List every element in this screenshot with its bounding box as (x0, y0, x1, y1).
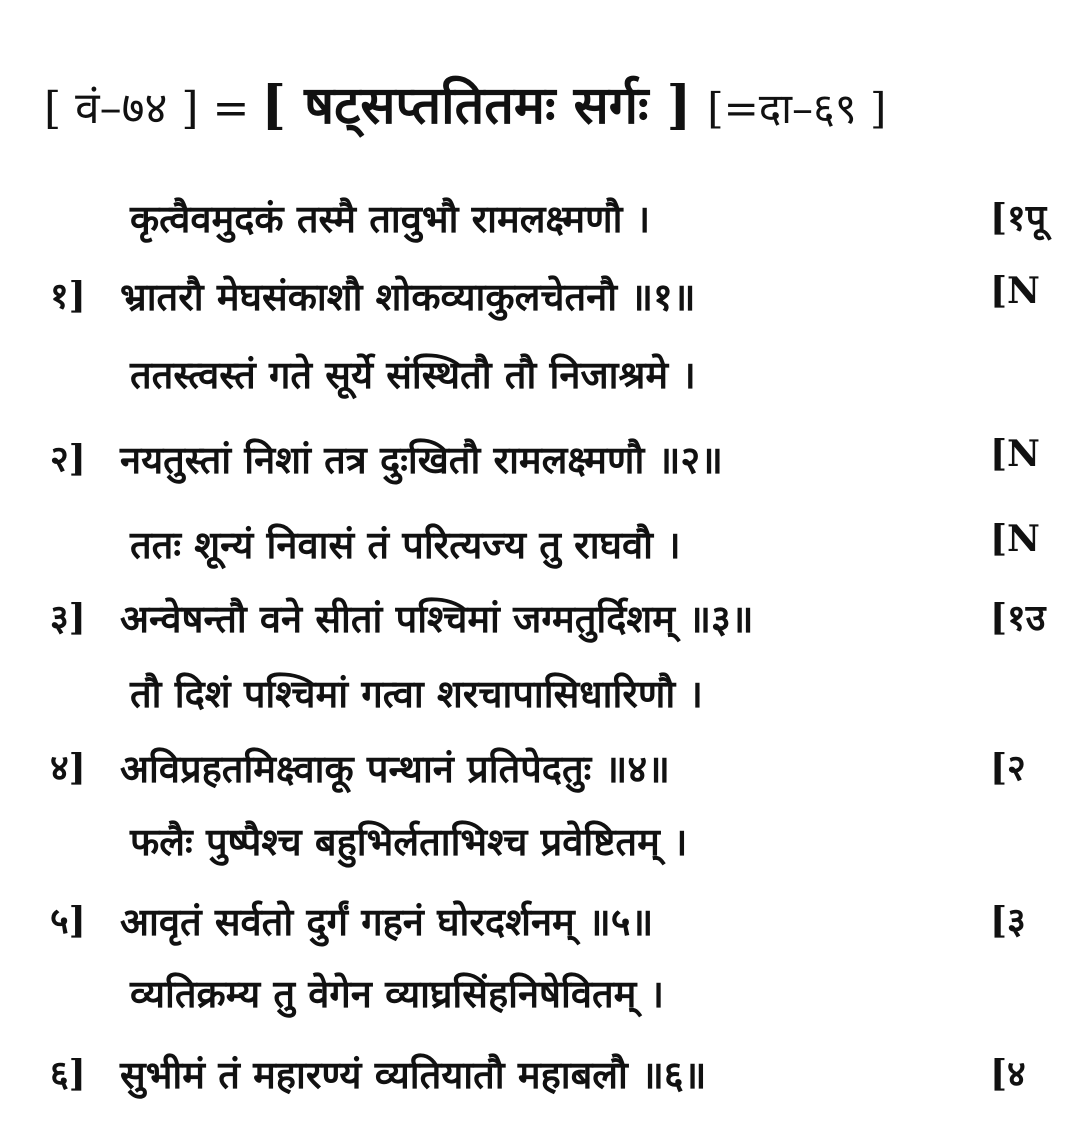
margin-note: [१पू (990, 197, 1047, 239)
verse-text: भ्रातरौ मेघसंकाशौ शोकव्याकुलचेतनौ ॥१॥ (120, 274, 696, 319)
verse-text: व्यतिक्रम्य तु वेगेन व्याघ्रसिंहनिषेवितम् । (130, 971, 664, 1016)
verse-line (0, 433, 1080, 503)
margin-note: [४ (990, 1053, 1026, 1095)
margin-note: [३ (990, 900, 1026, 942)
verse-number: २] (50, 438, 86, 480)
verse-text: सुभीमं तं महारण्यं व्यतियातौ महाबलौ ॥६॥ (120, 1052, 707, 1097)
chapter-header (44, 68, 1044, 139)
verse-line (0, 967, 1080, 1037)
verse-number: ५] (50, 900, 86, 942)
verse-text: नयतुस्तां निशां तत्र दुःखितौ रामलक्ष्मणौ ॥२॥ (120, 437, 723, 482)
verse-line (0, 667, 1080, 737)
verse-number: ४] (50, 747, 86, 789)
verse-line (0, 348, 1080, 418)
verse-text: आवृतं सर्वतो दुर्गं गहनं घोरदर्शनम् ॥५॥ (120, 899, 654, 944)
margin-note: [N (990, 433, 1040, 475)
margin-note: [N (990, 518, 1040, 560)
verse-text: अविप्रहतमिक्ष्वाकू पन्थानं प्रतिपेदतुः ॥४॥ (120, 746, 670, 791)
header-left-reference: [ वं–७४ ] = (44, 83, 250, 134)
header-right-reference: [=दा–६९ ] (707, 84, 887, 133)
verse-number: ३] (50, 597, 86, 639)
verse-line (0, 895, 1080, 965)
verse-number: ६] (50, 1053, 86, 1095)
verse-text: फलैः पुष्पैश्च बहुभिर्लताभिश्च प्रवेष्टितम् । (130, 819, 688, 864)
verse-line (0, 192, 1080, 262)
margin-note: [N (990, 270, 1040, 312)
verse-line (0, 1048, 1080, 1118)
verse-text: अन्वेषन्तौ वने सीतां पश्चिमां जग्मतुर्दिशम् ॥३॥ (120, 596, 754, 641)
verse-line (0, 592, 1080, 662)
verse-line (0, 815, 1080, 885)
margin-note: [१उ (990, 597, 1046, 639)
verse-line (0, 742, 1080, 812)
verse-text: ततस्त्वस्तं गते सूर्ये संस्थितौ तौ निजाश्रमे । (130, 352, 696, 397)
verse-text: कृत्वैवमुदकं तस्मै तावुभौ रामलक्ष्मणौ । (130, 196, 651, 241)
chapter-title: [ षट्सप्ततितमः सर्गः ] (261, 75, 692, 136)
verse-number: १] (50, 275, 86, 317)
verse-line (0, 518, 1080, 588)
margin-note: [२ (990, 747, 1026, 789)
verse-text: तौ दिशं पश्चिमां गत्वा शरचापासिधारिणौ । (130, 671, 703, 716)
verse-line (0, 270, 1080, 340)
verse-text: ततः शून्यं निवासं तं परित्यज्य तु राघवौ । (130, 522, 681, 567)
